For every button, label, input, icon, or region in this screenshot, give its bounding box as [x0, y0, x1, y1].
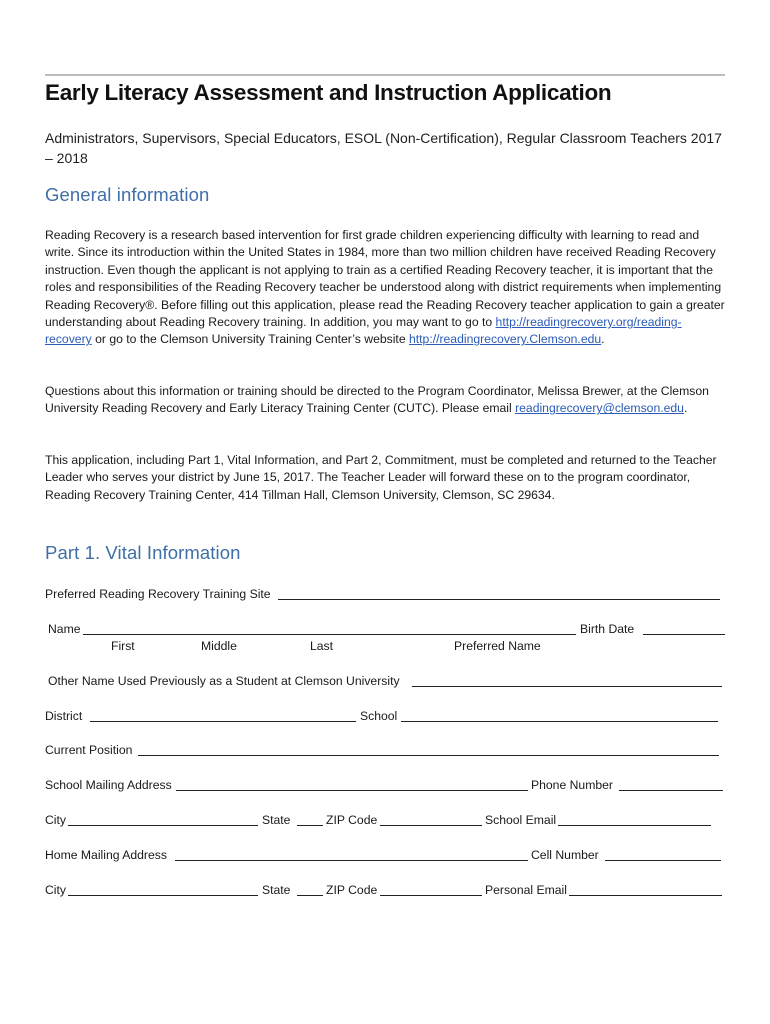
school-address-row	[45, 776, 725, 794]
questions-paragraph	[45, 383, 725, 418]
school-email-label: School Email	[485, 813, 557, 827]
personal-email-label: Personal Email	[485, 883, 567, 897]
training-site-row	[45, 585, 725, 603]
school-city-field[interactable]	[68, 825, 258, 826]
intro-text-2: or go to the Clemson University Training Center’s website	[91, 332, 409, 347]
school-email-field[interactable]	[558, 825, 711, 826]
cell-number-field[interactable]	[605, 860, 721, 861]
phone-number-label: Phone Number	[531, 778, 613, 792]
name-sublabels-row	[45, 637, 725, 655]
home-state-label: State	[262, 883, 291, 897]
reading-recovery-org-link[interactable]: http://readingrecovery.org/reading-recovery	[45, 315, 682, 347]
school-mailing-address-label: School Mailing Address	[45, 778, 172, 792]
training-site-label: Preferred Reading Recovery Training Site	[45, 587, 271, 601]
other-name-row	[45, 672, 725, 690]
school-zip-field[interactable]	[380, 825, 482, 826]
district-label: District	[45, 709, 83, 723]
intro-text-1: Reading Recovery is a research based intervention for first grade children experiencing difficulty with learning to read and write. Since its introduction within the United States in 1984, more than two million children have received Reading Recovery instruction. Even though the applicant is not applying to train as a certified Reading Recovery teacher, it is important that the roles and responsibilities of the Reading Recovery teacher be understood along with district requirements when implementing Reading Recovery®. Before filling out this application, please read the Reading Recovery teacher application to gain a greater understanding about Reading Recovery training. In addition, you may want to go to	[45, 228, 725, 330]
part1-heading: Part 1. Vital Information	[45, 542, 241, 563]
school-mailing-address-field[interactable]	[176, 790, 528, 791]
document-title: Early Literacy Assessment and Instruction Application	[45, 80, 612, 105]
middle-name-sublabel: Middle	[201, 639, 237, 653]
name-field[interactable]	[83, 634, 576, 635]
school-state-label: State	[262, 813, 291, 827]
name-label: Name	[48, 622, 81, 636]
birth-date-label: Birth Date	[580, 622, 635, 636]
personal-email-field[interactable]	[569, 895, 722, 896]
current-position-label: Current Position	[45, 743, 133, 757]
school-zip-label: ZIP Code	[326, 813, 378, 827]
home-zip-label: ZIP Code	[326, 883, 378, 897]
home-zip-field[interactable]	[380, 895, 482, 896]
document-subtitle: Administrators, Supervisors, Special Educators, ESOL (Non-Certification), Regular Classroom Teachers 2017 – 2018	[45, 130, 722, 166]
name-row	[45, 620, 725, 638]
school-field[interactable]	[401, 721, 718, 722]
training-site-field[interactable]	[278, 599, 720, 600]
first-name-sublabel: First	[111, 639, 135, 653]
current-position-row	[45, 741, 725, 759]
other-name-field[interactable]	[412, 686, 722, 687]
home-city-field[interactable]	[68, 895, 258, 896]
other-name-label: Other Name Used Previously as a Student at Clemson University	[48, 674, 400, 688]
home-mailing-address-label: Home Mailing Address	[45, 848, 167, 862]
phone-number-field[interactable]	[619, 790, 723, 791]
preferred-name-sublabel: Preferred Name	[454, 639, 541, 653]
clemson-training-center-link[interactable]: http://readingrecovery.Clemson.edu	[408, 332, 602, 347]
home-city-row	[45, 881, 725, 899]
last-name-sublabel: Last	[310, 639, 334, 653]
intro-paragraph	[45, 227, 725, 349]
cell-number-label: Cell Number	[531, 848, 599, 862]
school-city-label: City	[45, 813, 66, 827]
birth-date-field[interactable]	[643, 634, 725, 635]
school-city-row	[45, 811, 725, 829]
home-address-row	[45, 846, 725, 864]
school-label: School	[360, 709, 398, 723]
home-city-label: City	[45, 883, 66, 897]
email-link[interactable]: readingrecovery@clemson.edu	[515, 401, 684, 416]
home-state-field[interactable]	[297, 895, 323, 896]
top-divider	[45, 74, 725, 76]
submission-paragraph: This application, including Part 1, Vital Information, and Part 2, Commitment, must be completed and returned to the Teacher Leader who serves your district by June 15, 2017. The Teacher Leader will forward these on to the program coordinator, Reading Recovery Training Center, 414 Tillman Hall, Clemson University, Clemson, SC 29634.	[45, 453, 717, 502]
questions-text-1: Questions about this information or training should be directed to the Program Coordinator, Melissa Brewer, at the Clemson University Reading Recovery and Early Literacy Training Center (CUTC). Please email	[45, 384, 709, 416]
home-mailing-address-field[interactable]	[175, 860, 528, 861]
district-field[interactable]	[90, 721, 356, 722]
district-school-row	[45, 707, 725, 725]
current-position-field[interactable]	[138, 755, 719, 756]
intro-text-3: .	[601, 332, 605, 347]
school-state-field[interactable]	[297, 825, 323, 826]
questions-text-2: .	[683, 401, 688, 416]
general-information-heading: General information	[45, 184, 210, 205]
